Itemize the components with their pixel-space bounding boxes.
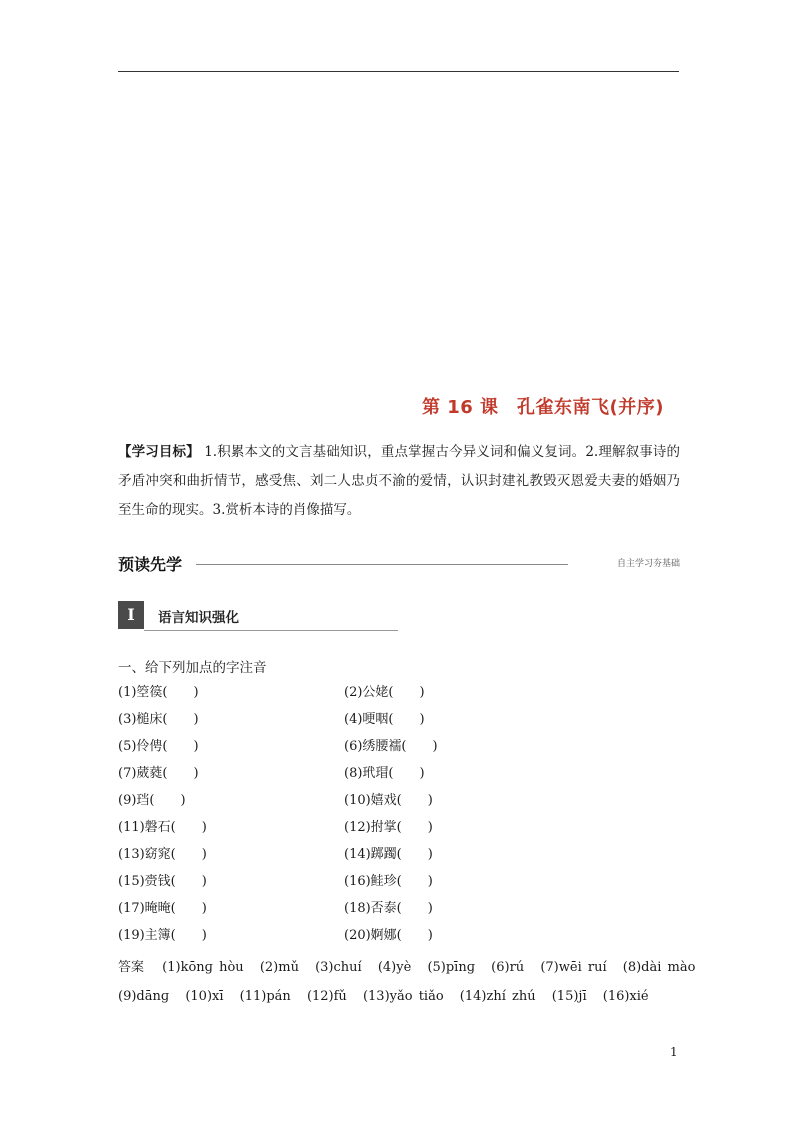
- answer-item: (4)yè: [377, 960, 412, 975]
- answer-item: (1)kōnɡ hòu: [162, 960, 244, 975]
- learning-objectives: [118, 438, 680, 525]
- list-item: (15)赍钱( ): [118, 874, 207, 889]
- answer-item: (3)chuí: [315, 960, 362, 975]
- list-item: (19)主簿( ): [118, 928, 207, 943]
- answer-block: [118, 953, 696, 1011]
- answer-item: (9)dānɡ: [118, 989, 170, 1004]
- list-item: (6)绣腰襦( ): [344, 739, 438, 754]
- list-item: (8)玳瑁( ): [344, 766, 425, 781]
- list-item: (18)否泰( ): [344, 901, 433, 916]
- answer-item: (15)jī: [551, 989, 587, 1004]
- answer-item: (2)mǔ: [259, 960, 299, 975]
- subsection-number: I: [118, 601, 144, 629]
- list-item: (10)嬉戏( ): [344, 793, 433, 808]
- list-item: (2)公姥( ): [344, 685, 425, 700]
- answer-item: (7)wēi ruí: [540, 960, 607, 975]
- lesson-title: 第 16 课 孔雀东南飞(并序): [421, 397, 664, 418]
- list-item: (1)箜篌( ): [118, 685, 199, 700]
- objectives-text: 1.积累本文的文言基础知识，重点掌握古今异义词和偏义复词。2.理解叙事诗的矛盾冲突和曲折情节，感受焦、刘二人忠贞不渝的爱情，认识封建礼教毁灭恩爱夫妻的婚姻乃至生命的现实。3.赏析本诗的肖像描写。: [118, 444, 680, 518]
- section-subtitle: 自主学习夯基础: [616, 559, 680, 569]
- list-item: (20)婀娜( ): [344, 928, 433, 943]
- section-title: 预读先学: [118, 555, 183, 574]
- subsection-header: [118, 601, 398, 631]
- list-item: (12)拊掌( ): [344, 820, 433, 835]
- answer-item: (13)yǎo tiǎo: [362, 989, 444, 1004]
- list-item: (17)晻晻( ): [118, 901, 207, 916]
- list-item: (7)葳蕤( ): [118, 766, 199, 781]
- list-item: (3)槌床( ): [118, 712, 199, 727]
- list-item: (4)哽咽( ): [344, 712, 425, 727]
- answer-item: (10)xī: [185, 989, 224, 1004]
- answer-label: 答案: [118, 960, 145, 975]
- answer-row-2: [118, 982, 680, 1011]
- objectives-label: 【学习目标】: [118, 444, 200, 460]
- answer-item: (11)pán: [239, 989, 291, 1004]
- answer-item: (5)pīnɡ: [427, 960, 476, 975]
- answer-item: (12)fǔ: [306, 989, 347, 1004]
- list-item: (11)磐石( ): [118, 820, 207, 835]
- answer-item: (16)xié: [602, 989, 649, 1004]
- list-item: (9)珰( ): [118, 793, 186, 808]
- section-divider: [196, 564, 568, 565]
- subsection-underline: [144, 630, 398, 631]
- subsection-title: 语言知识强化: [158, 610, 239, 626]
- answer-item: (6)rú: [491, 960, 525, 975]
- question-heading: 一、给下列加点的字注音: [118, 660, 267, 676]
- header-rule: [118, 71, 679, 72]
- answer-row-1: [118, 953, 696, 982]
- page-number: 1: [670, 1045, 678, 1059]
- answer-item: (14)zhí zhú: [459, 989, 536, 1004]
- list-item: (5)伶俜( ): [118, 739, 199, 754]
- section-header: [118, 552, 680, 576]
- list-item: (13)窈窕( ): [118, 847, 207, 862]
- list-item: (14)踯躅( ): [344, 847, 433, 862]
- list-item: (16)鲑珍( ): [344, 874, 433, 889]
- answer-item: (8)dài mào: [622, 960, 696, 975]
